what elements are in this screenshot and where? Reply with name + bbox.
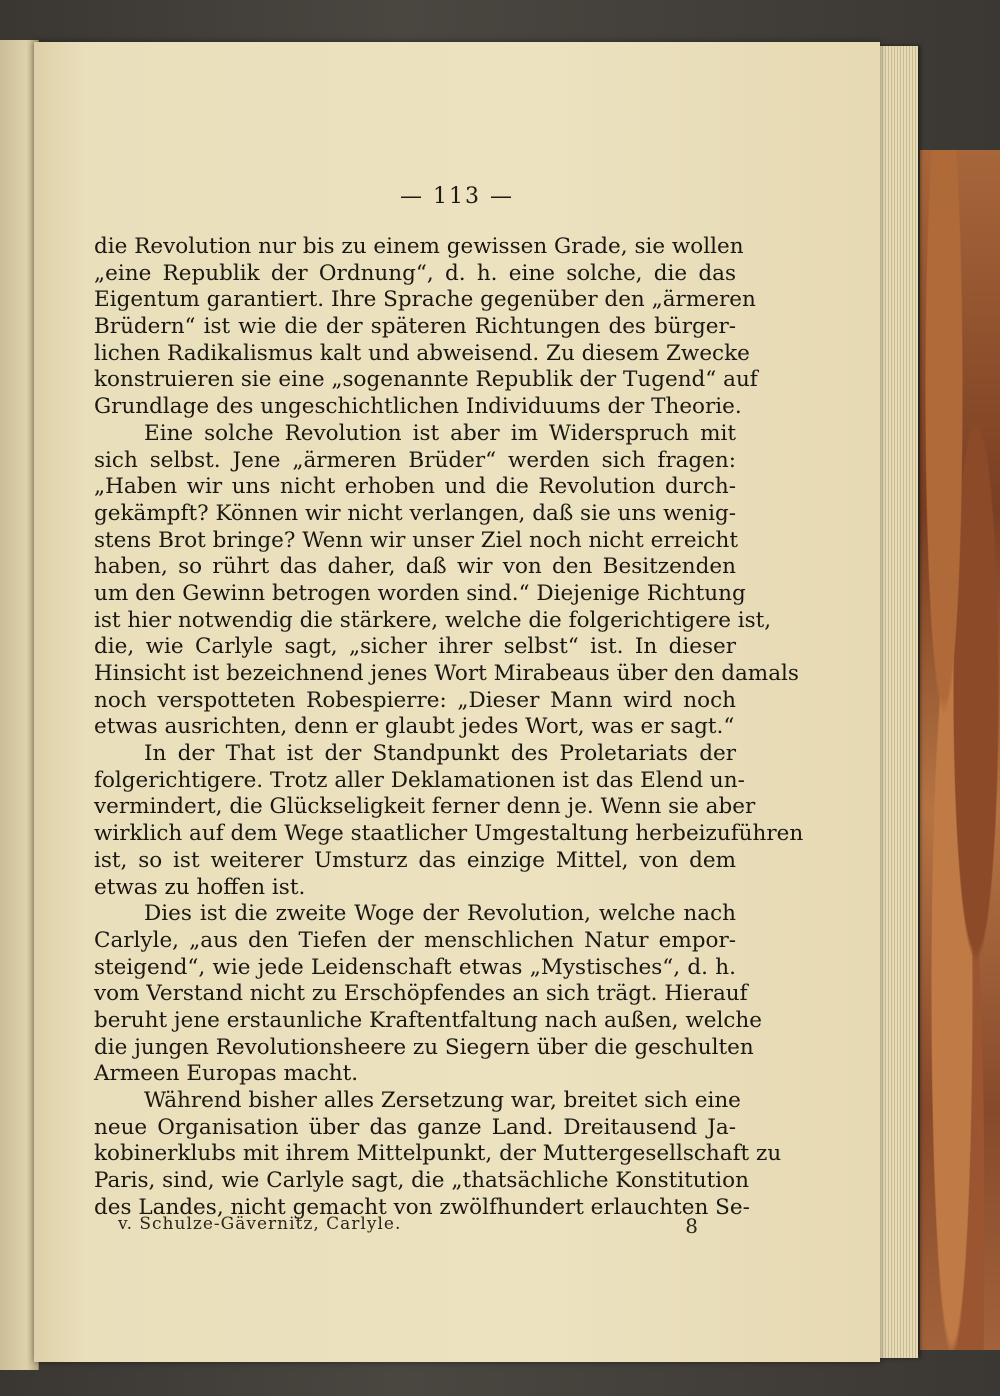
text-line: neue Organisation über das ganze Land. Dreitausend Ja- — [94, 1114, 736, 1140]
text-line: um den Gewinn betrogen worden sind.“ Diejenige Richtung — [94, 580, 746, 606]
text-line: die jungen Revolutionsheere zu Siegern über die geschulten — [94, 1034, 754, 1060]
text-line: Eine solche Revolution ist aber im Widerspruch mit — [144, 420, 736, 446]
text-line: konstruieren sie eine „sogenannte Republik der Tugend“ auf — [94, 367, 758, 393]
text-line: Während bisher alles Zersetzung war, breitet sich eine — [144, 1088, 741, 1113]
text-line: „eine Republik der Ordnung“, d. h. eine solche, die das — [94, 260, 736, 286]
text-line: kobinerklubs mit ihrem Mittelpunkt, der Muttergesellschaft zu — [94, 1141, 782, 1167]
text-line: die, wie Carlyle sagt, „sicher ihrer selbst“ ist. In dieser — [94, 634, 736, 660]
book-page — [34, 42, 880, 1362]
text-line: etwas ausrichten, denn er glaubt jedes Wort, was er sagt.“ — [94, 714, 735, 740]
text-line: noch verspotteten Robespierre: „Dieser Mann wird noch — [94, 687, 736, 713]
text-line: vermindert, die Glückseligkeit ferner denn je. Wenn sie aber — [94, 794, 756, 820]
text-line: folgerichtigere. Trotz aller Deklamationen ist das Elend un- — [94, 767, 745, 793]
text-line: gekämpft? Können wir nicht verlangen, daß sie uns wenig- — [94, 500, 736, 526]
text-line: ist hier notwendig die stärkere, welche die folgerichtigere ist, — [94, 607, 772, 633]
text-line: haben, so rührt das daher, daß wir von den Besitzenden — [94, 554, 736, 580]
text-line: Armeen Europas macht. — [94, 1061, 359, 1087]
footer-author: v. Schulze-Gävernitz, Carlyle. — [118, 1214, 402, 1234]
text-line: In der That ist der Standpunkt des Proletariats der — [144, 741, 736, 767]
signature-mark: 8 — [685, 1214, 698, 1238]
text-line: ist, so ist weiterer Umsturz das einzige Mittel, von dem — [94, 847, 736, 873]
text-line: die Revolution nur bis zu einem gewissen Grade, sie wollen — [94, 234, 744, 259]
page-footer — [118, 1214, 698, 1240]
text-line: steigend“, wie jede Leidenschaft etwas „Mystisches“, d. h. — [94, 954, 736, 980]
body-text — [94, 234, 804, 1221]
text-line: etwas zu hoffen ist. — [94, 874, 306, 900]
text-line: wirklich auf dem Wege staatlicher Umgestaltung herbeizuführen — [94, 821, 804, 847]
text-line: „Haben wir uns nicht erhoben und die Revolution durch- — [94, 474, 736, 500]
marbled-fore-edge — [920, 150, 1000, 1350]
text-line: vom Verstand nicht zu Erschöpfendes an sich trägt. Hierauf — [94, 981, 748, 1007]
text-line: Carlyle, „aus den Tiefen der menschlichen Natur empor- — [94, 927, 736, 953]
text-line: stens Brot bringe? Wenn wir unser Ziel noch nicht erreicht — [94, 527, 739, 553]
text-line: Brüdern“ ist wie die der späteren Richtungen des bürger- — [94, 314, 736, 340]
text-line: Paris, sind, wie Carlyle sagt, die „thatsächliche Konstitution — [94, 1168, 749, 1194]
text-line: Grundlage des ungeschichtlichen Individuums der Theorie. — [94, 394, 742, 420]
page-block-edges — [874, 46, 918, 1358]
page-number-header: — 113 — — [400, 184, 514, 209]
text-line: sich selbst. Jene „ärmeren Brüder“ werden sich fragen: — [94, 447, 736, 473]
text-line: Hinsicht ist bezeichnend jenes Wort Mirabeaus über den damals — [94, 661, 799, 686]
text-line: des Landes, nicht gemacht von zwölfhundert erlauchten Se- — [94, 1194, 750, 1220]
text-line: lichen Radikalismus kalt und abweisend. Zu diesem Zwecke — [94, 340, 750, 366]
text-line: beruht jene erstaunliche Kraftentfaltung nach außen, welche — [94, 1007, 762, 1033]
text-line: Dies ist die zweite Woge der Revolution, welche nach — [144, 901, 736, 927]
text-line: Eigentum garantiert. Ihre Sprache gegenüber den „ärmeren — [94, 287, 756, 313]
